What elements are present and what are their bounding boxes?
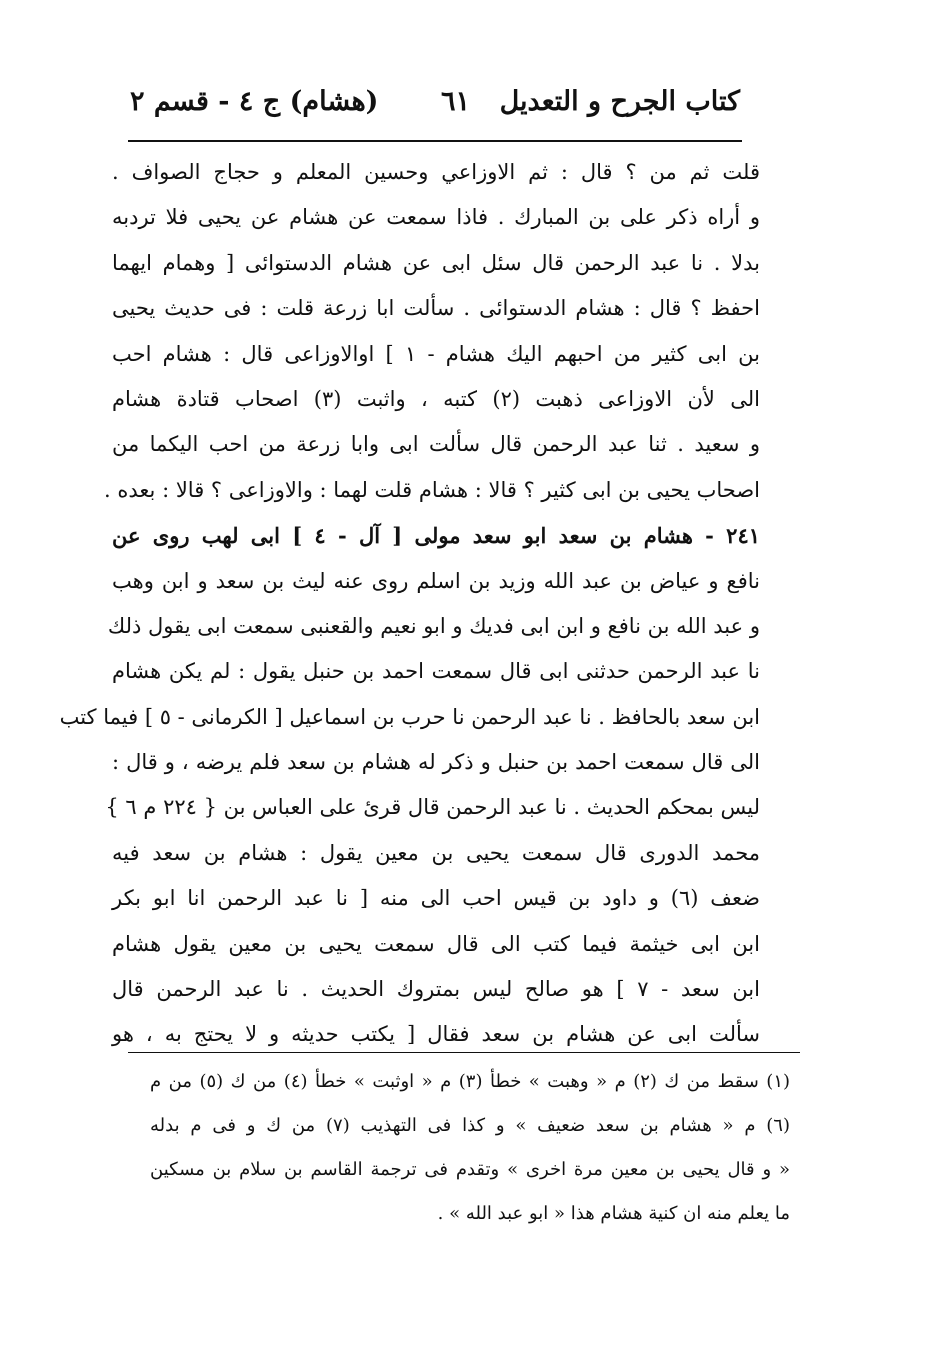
text-line: نافع و عياض بن عبد الله وزيد بن اسلم روى عنه ليث بن سعد و ابن وهب xyxy=(112,568,760,593)
footnote-line: « و قال يحيى بن معين مرة اخرى » وتقدم فى ترجمة القاسم بن سلام بن مسكين xyxy=(150,1159,790,1180)
text-line: الى لأن الاوزاعى ذهبت (٢) كتبه ، واثبت (٣) اصحاب قتادة هشام xyxy=(112,386,760,411)
text-line: بدلا . نا عبد الرحمن قال سئل ابى عن هشام الدستوائى [ وهمام ايهما xyxy=(112,250,760,275)
text-line: ابن سعد - ٧ ] هو صالح ليس بمتروك الحديث . نا عبد الرحمن قال xyxy=(112,977,760,1002)
page-header xyxy=(130,80,740,140)
main-text xyxy=(59,150,761,1058)
entry-heading-line: ٢٤١ - هشام بن سعد ابو سعد مولى [ آل - ٤ ] ابى لهب روى عن xyxy=(112,523,761,549)
text-line: قلت ثم من ؟ قال : ثم الاوزاعي وحسين المعلم و حجاج الصواف . xyxy=(112,160,760,184)
text-line: ضعف (٦) و داود بن قيس احب الى منه [ نا عبد الرحمن انا ابو بكر xyxy=(112,886,760,911)
text-line: و عبد الله بن نافع و ابن ابى فديك و ابو نعيم والقعنبى سمعت ابى يقول ذلك xyxy=(107,613,760,638)
section-label: (هشام) ج ٤ - قسم ٢ xyxy=(130,86,379,117)
text-line: ابن ابى خيثمة فيما كتب الى قال سمعت يحيى بن معين يقول هشام xyxy=(112,931,760,956)
book-title: كتاب الجرح و التعديل xyxy=(499,86,740,117)
text-line: و سعيد . ثنا عبد الرحمن قال سألت ابى وابا زرعة من احب اليكما من xyxy=(112,432,760,457)
text-line: اصحاب يحيى بن ابى كثير ؟ قالا : هشام قلت لهما : والاوزاعى ؟ قالا : بعده . xyxy=(104,477,760,502)
header-divider xyxy=(128,140,742,142)
text-line: ليس بمحكم الحديث . نا عبد الرحمن قال قرئ على العباس بن { ٢٢٤ م ٦ } xyxy=(105,795,760,820)
text-line: نا عبد الرحمن حدثنى ابى قال سمعت احمد بن حنبل يقول : لم يكن هشام xyxy=(112,659,760,684)
page-number: ٦١ xyxy=(440,86,470,117)
text-line: محمد الدورى قال سمعت يحيى بن معين يقول : هشام بن سعد فيه xyxy=(112,840,760,865)
footnote-divider xyxy=(128,1052,800,1053)
text-line: و أراه ذكر على بن المبارك . فاذا سمعت عن هشام عن يحيى فلا تردبه xyxy=(112,205,760,230)
footnote-line: (١) سقط من ك (٢) م « وهبت » خطأ (٣) م « اوثبت » خطأ (٤) من ك (٥) من م xyxy=(150,1071,791,1092)
text-line: احفظ ؟ قال : هشام الدستوائى . سألت ابا زرعة قلت : فى حديث يحيى xyxy=(112,296,760,321)
footnotes xyxy=(150,1060,790,1236)
text-line: بن ابى كثير من احبهم اليك هشام - ١ ] اوالاوزاعى قال : هشام احب xyxy=(112,341,760,366)
footnote-line: (٦) م « هشام بن سعد ضعيف » و كذا فى التهذيب (٧) من ك و فى م بدله xyxy=(150,1115,790,1136)
text-line: الى قال سمعت احمد بن حنبل و ذكر له هشام بن سعد فلم يرضه ، و قال : xyxy=(112,750,761,775)
text-line: سألت ابى عن هشام بن سعد فقال [ يكتب حديثه و لا يحتج به ، هو xyxy=(112,1022,760,1047)
text-line: ابن سعد بالحافظ . نا عبد الرحمن نا حرب بن اسماعيل [ الكرمانى - ٥ ] فيما كتب xyxy=(59,704,760,729)
footnote-line: ما يعلم منه ان كنية هشام هذا « ابو عبد الله » . xyxy=(437,1203,790,1224)
